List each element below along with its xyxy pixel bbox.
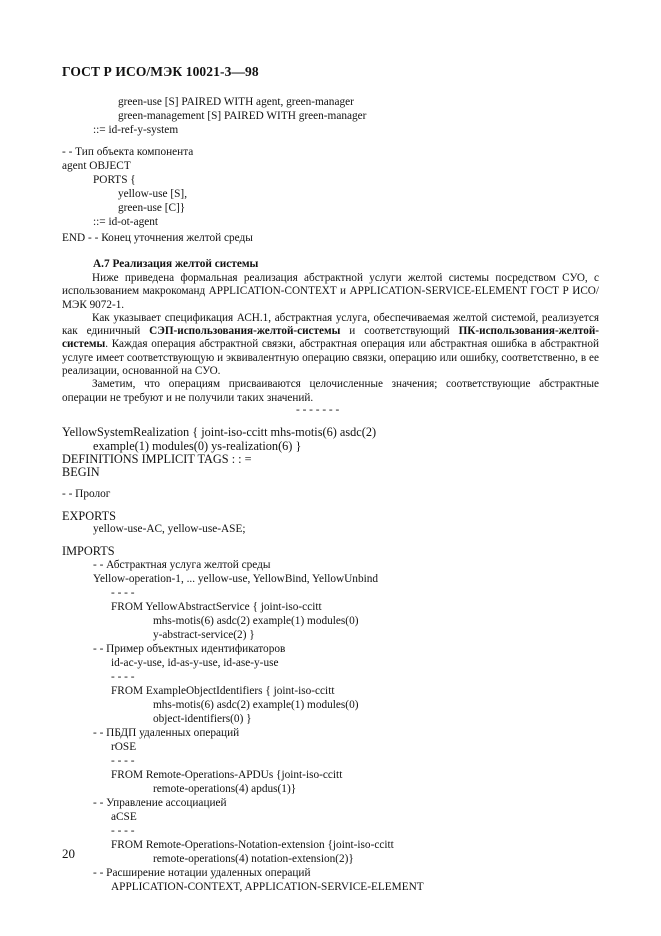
- code-line: ::= id-ref-y-system: [93, 124, 179, 136]
- page-number: 20: [62, 846, 75, 861]
- code-line: EXPORTS: [62, 509, 116, 523]
- code-line: yellow-use [S],: [118, 188, 188, 200]
- code-line: - - Управление ассоциацией: [93, 797, 227, 809]
- code-line: - - Пример объектных идентификаторов: [93, 643, 286, 655]
- code-line: remote-operations(4) apdus(1)}: [153, 783, 297, 795]
- code-line: FROM ExampleObjectIdentifiers { joint-iso-ccitt: [111, 685, 335, 697]
- code-line: - - Тип объекта компонента: [62, 146, 194, 158]
- code-line: PORTS {: [93, 174, 136, 186]
- paragraph-2: Как указывает спецификация АСН.1, абстрактная услуга, обеспечиваемая желтой системой, реализуется как единичный СЭП-использования-желтой-системы и соответствующий ПК-использования-желтой-системы. Каждая операция абстрактной связки, абстрактная операция или абстрактная ошибка в абстрактной услуге имеет соответствующую и эквивалентную операцию связки, операцию или ошибку, соответственно, в ее реализации, основанной на СУО.: [62, 311, 599, 378]
- code-line: APPLICATION-CONTEXT, APPLICATION-SERVICE-ELEMENT: [111, 881, 424, 893]
- code-line: green-management [S] PAIRED WITH green-manager: [118, 110, 367, 122]
- code-line: mhs-motis(6) asdc(2) example(1) modules(0): [153, 615, 359, 627]
- code-line: YellowSystemRealization { joint-iso-ccitt mhs-motis(6) asdc(2): [62, 425, 377, 439]
- code-line: green-use [C]}: [118, 202, 186, 214]
- code-line: - - Расширение нотации удаленных операций: [93, 867, 311, 879]
- code-line: yellow-use-AC, yellow-use-ASE;: [93, 523, 246, 535]
- code-line: - - - -: [111, 755, 135, 767]
- paragraph-3: Заметим, что операциям присваиваются целочисленные значения; соответствующие абстрактные операции не требуют и не получили таких значений.: [62, 378, 599, 404]
- code-line: - - - -: [111, 671, 135, 683]
- code-line: FROM Remote-Operations-Notation-extension {joint-iso-ccitt: [111, 839, 394, 851]
- code-line: rOSE: [111, 741, 137, 753]
- section-title: А.7 Реализация желтой системы: [93, 258, 259, 270]
- code-line: DEFINITIONS IMPLICIT TAGS : : =: [62, 452, 252, 466]
- code-line: - - Абстрактная услуга желтой среды: [93, 559, 271, 571]
- code-line: - - ПБДП удаленных операций: [93, 727, 240, 739]
- document-header: ГОСТ Р ИСО/МЭК 10021-3—98: [62, 64, 259, 79]
- code-line: - - - - - - -: [296, 404, 340, 416]
- code-line: Yellow-operation-1, ... yellow-use, YellowBind, YellowUnbind: [93, 573, 379, 585]
- code-line: IMPORTS: [62, 544, 115, 558]
- code-line: - - - -: [111, 587, 135, 599]
- code-line: id-ac-y-use, id-as-y-use, id-ase-y-use: [111, 657, 279, 669]
- code-line: example(1) modules(0) ys-realization(6) }: [93, 439, 302, 453]
- code-line: object-identifiers(0) }: [153, 713, 252, 725]
- code-line: ::= id-ot-agent: [93, 216, 159, 228]
- code-line: remote-operations(4) notation-extension(2)}: [153, 853, 354, 865]
- code-line: FROM YellowAbstractService { joint-iso-ccitt: [111, 601, 322, 613]
- code-line: FROM Remote-Operations-APDUs {joint-iso-ccitt: [111, 769, 343, 781]
- code-line: aCSE: [111, 811, 137, 823]
- code-line: green-use [S] PAIRED WITH agent, green-manager: [118, 96, 354, 108]
- paragraph-1: Ниже приведена формальная реализация абстрактной услуги желтой системы посредством СУО, с использованием макрокоманд APPLICATION-CONTEXT и APPLICATION-SERVICE-ELEMENT ГОСТ Р ИСО/МЭК 9072-1.: [62, 272, 599, 311]
- code-line: BEGIN: [62, 465, 100, 479]
- code-line: mhs-motis(6) asdc(2) example(1) modules(0): [153, 699, 359, 711]
- code-line: agent OBJECT: [62, 160, 131, 172]
- section-body: [62, 272, 599, 405]
- code-line: END - - Конец уточнения желтой среды: [62, 232, 253, 244]
- code-line: - - Пролог: [62, 488, 111, 500]
- code-line: - - - -: [111, 825, 135, 837]
- code-line: y-abstract-service(2) }: [153, 629, 255, 641]
